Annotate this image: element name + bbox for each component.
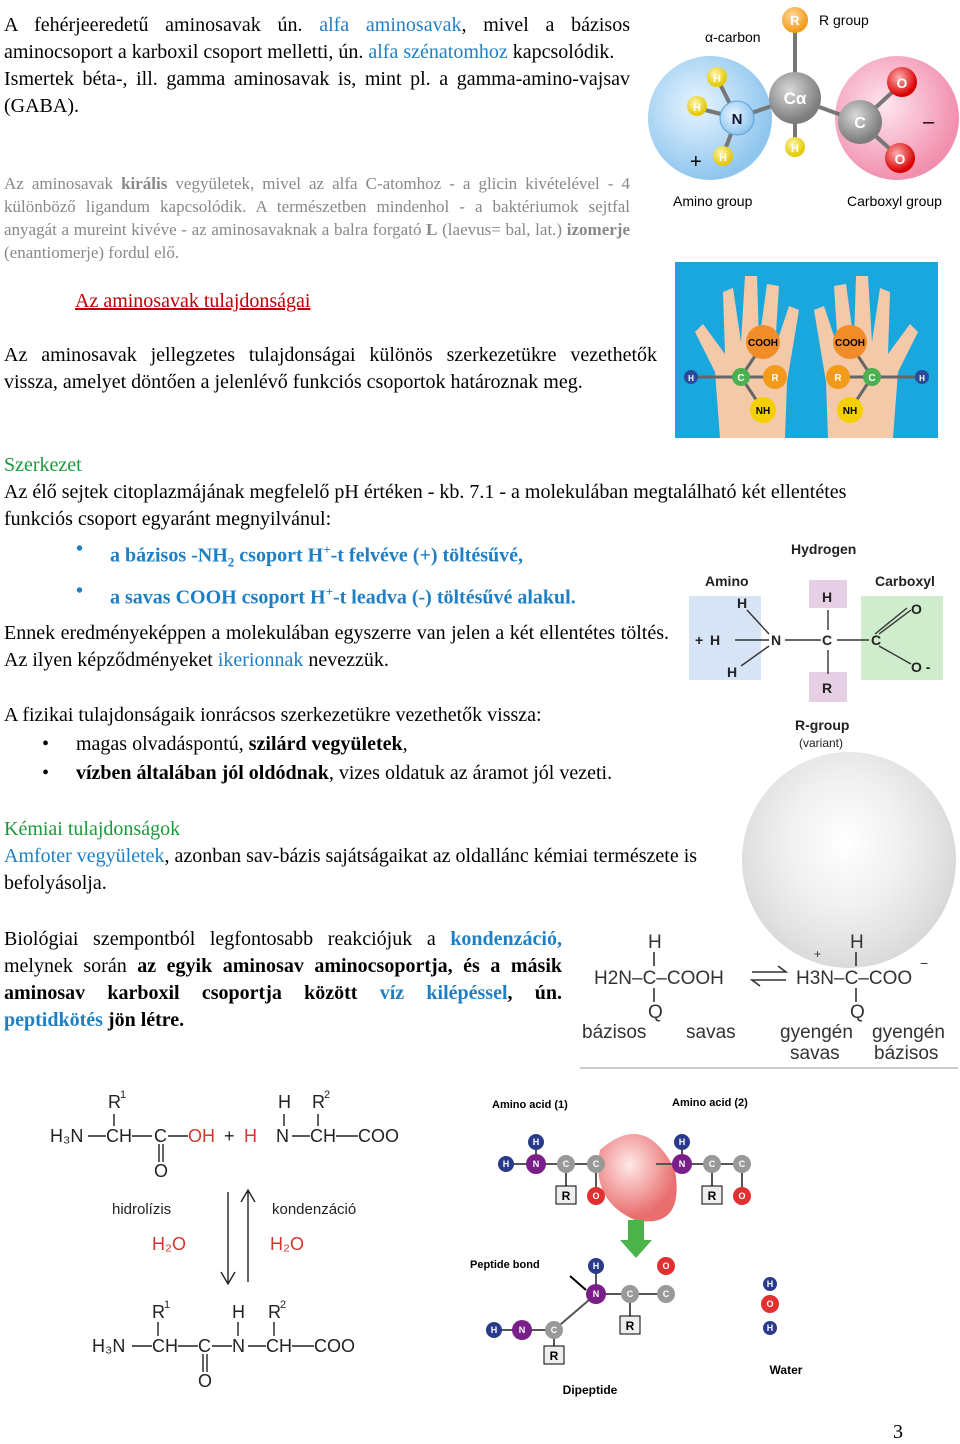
n-label: N <box>771 632 782 648</box>
h-label: H <box>648 932 662 953</box>
n-label: N <box>731 111 743 128</box>
chirality-paragraph: Az aminosavak királis vegyületek, mivel az alfa C-atomhoz - a glicin kivételével - 4 különböző ligandum kapcsolódik. A természetben mindenhol - a baktériumok sejtfal anyagát a mureint kivéve - az aminosavaknak a balra forgató L (laevus= bal, lat.) izomerje (enantiomerje) fordul elő. <box>4 174 630 262</box>
o-label: O <box>198 1371 213 1391</box>
svg-text:H: H <box>766 1279 774 1289</box>
svg-text:O: O <box>766 1299 774 1309</box>
acid-base-equilibrium-figure <box>580 928 958 1070</box>
h-label: H <box>688 374 694 383</box>
water-label: H₂O <box>270 1234 304 1254</box>
n-label: N <box>276 1126 289 1146</box>
zwitterion-figure <box>685 538 950 760</box>
cooh-label: COOH <box>835 338 865 349</box>
h-label: H <box>727 664 738 680</box>
oh-label: OH <box>188 1126 215 1146</box>
bullet-item: • vízben általában jól oldódnak, vizes oldatuk az áramot jól vezeti. <box>42 762 613 784</box>
coo-label: COO <box>314 1336 356 1356</box>
h-label: H <box>919 374 925 383</box>
r1-label: R <box>108 1092 121 1112</box>
minus-label: − <box>920 955 929 971</box>
h3n-label: H₃N <box>92 1336 126 1356</box>
ch-label: CH <box>310 1126 336 1146</box>
c-label: C <box>854 115 866 132</box>
plus-label: + <box>224 1126 235 1146</box>
h-label: H <box>713 73 721 85</box>
h-label: H <box>710 632 721 648</box>
svg-text:C: C <box>562 1159 570 1169</box>
svg-text:C: C <box>738 1159 746 1169</box>
weakly-basic-label: gyengén <box>872 1022 945 1043</box>
svg-text:N: N <box>518 1325 526 1335</box>
peptide-bond-figure <box>470 1090 820 1400</box>
h-label: H <box>791 143 799 155</box>
weakly-acidic-label: savas <box>790 1043 840 1064</box>
svg-text:2: 2 <box>324 1089 331 1101</box>
q-label: Q <box>648 1002 663 1023</box>
condensation-reaction-figure <box>48 1082 458 1402</box>
r2-label: R <box>312 1092 325 1112</box>
svg-text:O: O <box>662 1261 670 1271</box>
svg-text:N: N <box>532 1159 540 1169</box>
h-label: H <box>850 932 864 953</box>
dipeptide-label: Dipeptide <box>562 1383 618 1397</box>
hydrogen-label: Hydrogen <box>791 541 857 557</box>
r-label: R <box>771 373 779 384</box>
chiral-hands-figure <box>675 262 938 438</box>
svg-text:C: C <box>550 1325 558 1335</box>
n-label: N <box>232 1336 245 1356</box>
weakly-acidic-label: gyengén <box>780 1022 853 1043</box>
variant-label: (variant) <box>799 736 844 750</box>
alpha-carbon-label: α-carbon <box>705 29 761 45</box>
bullet-item: • a bázisos $-NH_2$ csoport H+-t felvéve (+) töltésűvé, <box>76 538 524 570</box>
svg-text:R: R <box>549 1349 559 1363</box>
svg-text:C: C <box>708 1159 716 1169</box>
q-label: Q <box>850 1002 865 1023</box>
c-label: C <box>154 1126 167 1146</box>
biology-paragraph: Biológiai szempontból legfontosabb reakciójuk a kondenzáció, melynek során az egyik aminosav aminocsoportja, és a másik aminosav karboxil csoportja között víz kilépéssel, ún. peptidkötés jön létre. <box>4 928 563 1031</box>
coo-label: COO <box>358 1126 400 1146</box>
r-label: R <box>822 680 833 696</box>
svg-text:C: C <box>592 1159 600 1169</box>
hydrolysis-label: hidrolízis <box>112 1201 172 1218</box>
r-group-label: R group <box>819 12 869 28</box>
r1-label: R <box>152 1302 165 1322</box>
svg-text:H: H <box>766 1323 774 1333</box>
condensation-label: kondenzáció <box>272 1201 357 1218</box>
ch-label: CH <box>266 1336 292 1356</box>
ch-label: CH <box>106 1126 132 1146</box>
water-label: Water <box>769 1363 803 1377</box>
svg-text:C: C <box>662 1289 670 1299</box>
physical-intro: A fizikai tulajdonságaik ionrácsos szerkezetükre vezethetők vissza: <box>4 704 542 726</box>
svg-text:R: R <box>707 1189 717 1203</box>
svg-text:O: O <box>738 1191 746 1201</box>
plus-label: + <box>695 632 704 648</box>
ca-label: Cα <box>783 89 807 108</box>
physical-bullets <box>42 731 756 787</box>
c-label: C <box>198 1336 211 1356</box>
page-number: 3 <box>893 1421 903 1443</box>
weakly-basic-label: bázisos <box>874 1043 939 1064</box>
amino-acid-2-label: Amino acid (2) <box>672 1097 748 1109</box>
svg-text:H: H <box>532 1137 540 1147</box>
svg-text:C: C <box>626 1289 634 1299</box>
svg-text:H: H <box>592 1261 600 1271</box>
h3n-label: H₃N <box>50 1126 84 1146</box>
plus-label: + <box>814 947 822 961</box>
svg-text:1: 1 <box>164 1299 171 1311</box>
properties-heading: Az aminosavak tulajdonságai <box>75 290 311 312</box>
zwitterion-formula: H3N–C–COO <box>796 968 913 989</box>
acidic-label: savas <box>686 1022 736 1043</box>
plus-charge: + <box>690 151 702 173</box>
svg-text:1: 1 <box>120 1089 127 1101</box>
r-label: R <box>834 373 842 384</box>
o-minus-label: O - <box>911 659 931 675</box>
c-label: C <box>868 373 876 384</box>
amino-acid-1-label: Amino acid (1) <box>492 1099 568 1111</box>
r-label: R <box>790 13 800 28</box>
o-label: O <box>154 1161 169 1181</box>
zwitterion-paragraph: Ennek eredményeképpen a molekulában egyszerre van jelen a két ellentétes töltés. Az ilyen képződményeket ikerionnak nevezzük. <box>4 622 669 671</box>
svg-text:H: H <box>678 1137 686 1147</box>
carboxyl-group-label: Carboxyl group <box>847 193 942 209</box>
r-group-label: R-group <box>795 717 850 733</box>
peptide-bond-label: Peptide bond <box>470 1259 540 1271</box>
neutral-formula: H2N–C–COOH <box>594 968 724 989</box>
svg-text:H: H <box>502 1159 510 1169</box>
amino-group-label: Amino group <box>673 193 753 209</box>
svg-text:O: O <box>592 1191 600 1201</box>
h-label: H <box>737 595 748 611</box>
r2-label: R <box>268 1302 281 1322</box>
basic-label: bázisos <box>582 1022 647 1043</box>
cooh-label: COOH <box>748 338 778 349</box>
c-label: C <box>871 632 882 648</box>
h-label: H <box>244 1126 257 1146</box>
h-label: H <box>719 152 727 164</box>
h-label: H <box>693 102 701 114</box>
structure-heading: Szerkezet <box>4 454 82 476</box>
amino-label: Amino <box>705 573 749 589</box>
svg-text:N: N <box>678 1159 686 1169</box>
svg-text:H: H <box>490 1325 498 1335</box>
carboxyl-label: Carboxyl <box>875 573 935 589</box>
bullet-item: • magas olvadáspontú, szilárd vegyületek, <box>42 733 408 755</box>
intro-paragraph: A fehérjeeredetű aminosavak ún. alfa aminosavak, mivel a bázisos aminocsoport a karboxil csoport melletti, ún. alfa szénatomhoz kapcsolódik. Ismertek béta-, ill. gamma aminosavak is, mint pl. a gamma-amino-vajsav (GABA). <box>4 14 630 117</box>
c-label: C <box>737 373 745 384</box>
chemical-heading: Kémiai tulajdonságok <box>4 818 181 840</box>
h-label: H <box>278 1092 291 1112</box>
o-label: O <box>894 151 906 167</box>
structure-bullets <box>76 536 680 611</box>
water-label: H₂O <box>152 1234 186 1254</box>
o-label: O <box>911 601 922 617</box>
minus-charge: – <box>923 111 935 133</box>
svg-text:R: R <box>625 1319 635 1333</box>
h-label: H <box>822 589 833 605</box>
o-label: O <box>896 75 908 91</box>
h-label: H <box>232 1302 245 1322</box>
bullet-item: • a savas COOH csoport H+-t leadva (-) töltésűvé alakul. <box>76 579 576 609</box>
amino-acid-structure-figure <box>645 0 960 230</box>
nh-label: NH <box>755 406 771 417</box>
structure-paragraph: Az élő sejtek citoplazmájának megfelelő pH értéken - kb. 7.1 - a molekulában megtalálható két ellentétes funkciós csoport egyaránt megnyilvánul: <box>4 481 847 530</box>
svg-text:2: 2 <box>280 1299 287 1311</box>
svg-text:N: N <box>592 1289 600 1299</box>
nh-label: NH <box>842 406 858 417</box>
c-label: C <box>822 632 833 648</box>
chemical-paragraph: Amfoter vegyületek, azonban sav-bázis sajátságaikat az oldallánc kémiai természete is befolyásolja. <box>4 845 698 894</box>
ch-label: CH <box>152 1336 178 1356</box>
properties-paragraph: Az aminosavak jellegzetes tulajdonságai különös szerkezetükre vezethetők vissza, amelyet döntően a jelenlévő funkciós csoportok határoznak meg. <box>4 344 657 393</box>
svg-text:R: R <box>561 1189 571 1203</box>
